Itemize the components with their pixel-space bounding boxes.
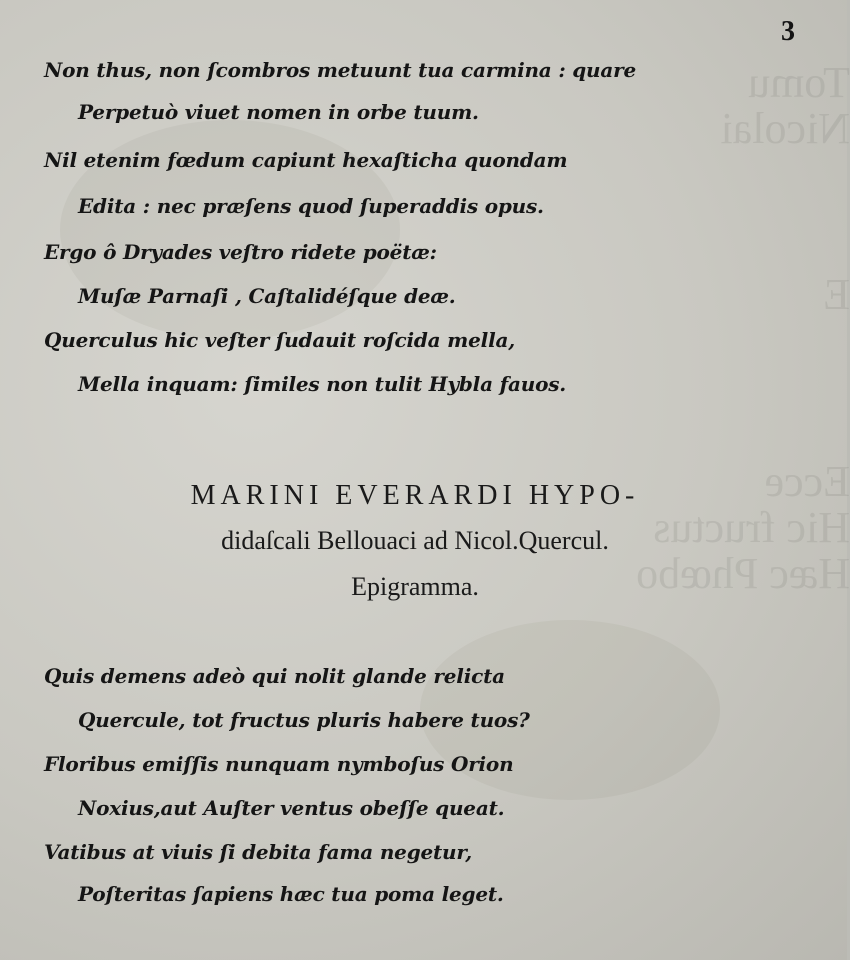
verse-line: Quis demens adeò qui nolit glande relicta	[44, 664, 505, 688]
epigram-heading-title: Epigramma.	[351, 572, 479, 601]
epigram-heading-author: MARINI EVERARDI HYPO-	[190, 480, 640, 511]
verse-line: Querculus hic veſter ſudauit roſcida mella,	[44, 328, 515, 352]
verse-line: Noxius,aut Auſter ventus obeſſe queat.	[78, 796, 505, 820]
verse-line: Poſteritas ſapiens hæc tua poma leget.	[78, 882, 504, 906]
verse-line: Edita : nec præſens quod ſuperaddis opus.	[78, 194, 544, 218]
verse-line: Nil etenim fœdum capiunt hexaſticha quondam	[44, 148, 568, 172]
show-through-texture: Tomu Nicolai E Ecce Hic fructus Hæc Phœbo	[636, 58, 850, 598]
verse-line: Vatibus at viuis ſi debita fama negetur,	[44, 840, 473, 864]
verse-line: Mella inquam: ſimiles non tulit Hybla fauos.	[78, 372, 567, 396]
page-number: 3	[781, 16, 795, 47]
epigram-heading-dedication: didaſcali Bellouaci ad Nicol.Quercul.	[221, 526, 609, 555]
verse-line: Non thus, non ſcombros metuunt tua carmina : quare	[44, 58, 637, 82]
verse-line: Muſæ Parnaſi , Caſtalidéſque deæ.	[78, 284, 456, 308]
verse-line: Perpetuò viuet nomen in orbe tuum.	[78, 100, 479, 124]
verse-line: Ergo ô Dryades veſtro ridete poëtæ:	[44, 240, 437, 264]
verse-line: Floribus emiſſis nunquam nymboſus Orion	[44, 752, 514, 776]
verse-line: Quercule, tot fructus pluris habere tuos?	[78, 708, 530, 732]
